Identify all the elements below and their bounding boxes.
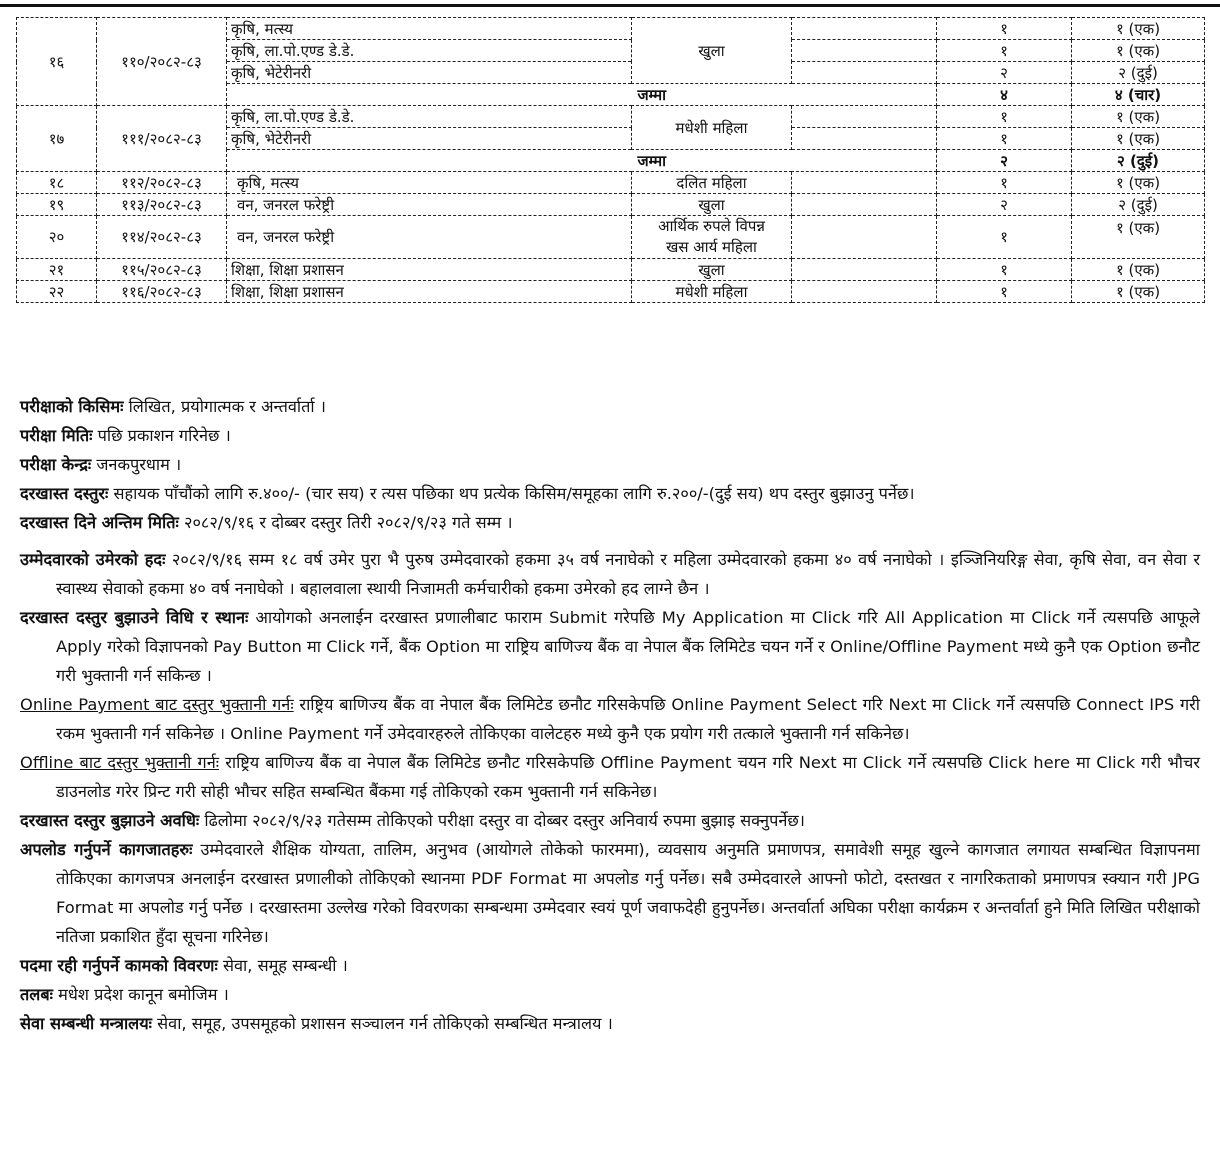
empty-cell [792, 281, 937, 303]
top-rule [0, 4, 1220, 7]
post-count: १ [937, 40, 1072, 62]
subject: शिक्षा, शिक्षा प्रशासन [227, 281, 632, 303]
application-fee [20, 479, 1200, 508]
subject: कृषि, ला.पो.एण्ड डे.डे. [227, 106, 632, 128]
post-count-words: १ (एक) [1072, 259, 1205, 281]
total-count: ४ [937, 84, 1072, 106]
post-count-words: १ (एक) [1072, 106, 1205, 128]
post-count-words: १ (एक) [1072, 40, 1205, 62]
ministry-text: सेवा, समूह, उपसमूहको प्रशासन सञ्चालन गर्न तोकिएको सम्बन्धित मन्त्रालय । [157, 1014, 613, 1033]
serial-number: २० [17, 216, 97, 259]
application-deadline [20, 508, 1200, 537]
application-deadline-text: २०८२/९/१६ र दोब्बर दस्तुर तिरी २०८२/९/२३ गते सम्म । [183, 513, 513, 532]
salary [20, 980, 1200, 1009]
job-description-text: सेवा, समूह सम्बन्धी । [222, 956, 348, 975]
empty-cell [792, 194, 937, 216]
table-row [17, 281, 1205, 303]
ad-number: ११०/२०८२-८३ [97, 18, 227, 106]
subject: वन, जनरल फरेष्ट्री [227, 216, 632, 259]
serial-number: १६ [17, 18, 97, 106]
ad-number: ११२/२०८२-८३ [97, 172, 227, 194]
category: दलित महिला [632, 172, 792, 194]
online-payment [20, 690, 1200, 748]
post-count: १ [937, 18, 1072, 40]
serial-number: १८ [17, 172, 97, 194]
subject: शिक्षा, शिक्षा प्रशासन [227, 259, 632, 281]
fee-payment-method [20, 603, 1200, 690]
post-count-words: १ (एक) [1072, 172, 1205, 194]
subject: कृषि, मत्स्य [227, 172, 632, 194]
exam-center-text: जनकपुरधाम । [96, 455, 182, 474]
fee-payment-method-text: आयोगको अनलाईन दरखास्त प्रणालीबाट फाराम Submit गरेपछि My Application मा Click गरि All Application मा Click गर्ने त्यसपछि आफूले Apply गरेको विज्ञापनको Pay Button मा Click गर्ने, बैंक Option मा राष्ट्रिय बाणिज्य बैंक वा नेपाल बैंक लिमिटेड चयन गर्ने र Online/Offline Payment मध्ये कुनै एक Option छनौट गरी भुक्तानी गर्न सकिन्छ । [56, 608, 1200, 685]
category-line: खस आर्य महिला [666, 238, 757, 256]
subject: कृषि, ला.पो.एण्ड डे.डे. [227, 40, 632, 62]
salary-label: तलबः [20, 985, 53, 1004]
table-row [17, 259, 1205, 281]
subject: वन, जनरल फरेष्ट्री [227, 194, 632, 216]
subject: कृषि, भेटेरीनरी [227, 128, 632, 150]
offline-payment [20, 748, 1200, 806]
category [632, 216, 792, 259]
category: खुला [632, 18, 792, 84]
exam-type-label: परीक्षाको किसिमः [20, 397, 124, 416]
serial-number: २१ [17, 259, 97, 281]
empty-cell [792, 18, 937, 40]
total-count: २ [937, 150, 1072, 172]
job-description-label: पदमा रही गर्नुपर्ने कामको विवरणः [20, 956, 218, 975]
offline-payment-text: राष्ट्रिय बाणिज्य बैंक वा नेपाल बैंक लिमिटेड छनौट गरिसकेपछि Offline Payment चयन गरि Next मा Click गर्ने त्यसपछि Click here मा Click गरी भौचर डाउनलोड गरेर प्रिन्ट गरी सोही भौचर सहित सम्बन्धित बैंकमा गई तोकिएको रकम भुक्तानी गर्न सकिनेछ। [56, 753, 1201, 801]
exam-date-label: परीक्षा मितिः [20, 426, 93, 445]
ad-number: ११३/२०८२-८३ [97, 194, 227, 216]
ministry [20, 1009, 1200, 1038]
age-limit [20, 545, 1200, 603]
notice-body [20, 392, 1200, 1038]
serial-number: १९ [17, 194, 97, 216]
post-count: १ [937, 128, 1072, 150]
empty-cell [792, 172, 937, 194]
post-count: १ [937, 106, 1072, 128]
fee-period-label: दरखास्त दस्तुर बुझाउने अवधिः [20, 811, 200, 830]
upload-documents [20, 835, 1200, 951]
application-fee-label: दरखास्त दस्तुरः [20, 484, 109, 503]
age-limit-text: २०८२/९/१६ सम्म १८ वर्ष उमेर पुरा भै पुरुष उम्मेदवारको हकमा ३५ वर्ष ननाघेको र महिला उम्मेदवारको हकमा ४० वर्ष ननाघेको । इञ्जिनियरिङ्ग सेवा, कृषि सेवा, वन सेवा र स्वास्थ्य सेवाको हकमा ४० वर्ष ननाघेको । बहालवाला स्थायी निजामती कर्मचारीको हकमा उमेरको हद लाग्ने छैन । [56, 550, 1201, 598]
online-payment-label: Online Payment बाट दस्तुर भुक्तानी गर्नः [20, 695, 294, 714]
post-count: १ [937, 172, 1072, 194]
fee-period [20, 806, 1200, 835]
serial-number: १७ [17, 106, 97, 172]
category: मधेशी महिला [632, 281, 792, 303]
empty-cell [792, 62, 937, 84]
empty-cell [792, 216, 937, 259]
post-count-words: २ (दुई) [1072, 194, 1205, 216]
total-label: जम्मा [227, 84, 937, 106]
ad-number: ११६/२०८२-८३ [97, 281, 227, 303]
table-row [17, 216, 1205, 259]
exam-center-label: परीक्षा केन्द्रः [20, 455, 92, 474]
table-row [17, 106, 1205, 128]
total-count-words: २ (दुई) [1072, 150, 1205, 172]
post-count-words: २ (दुई) [1072, 62, 1205, 84]
ministry-label: सेवा सम्बन्धी मन्त्रालयः [20, 1014, 152, 1033]
offline-payment-label: Offline बाट दस्तुर भुक्तानी गर्नः [20, 753, 220, 772]
application-deadline-label: दरखास्त दिने अन्तिम मितिः [20, 513, 179, 532]
salary-text: मधेश प्रदेश कानून बमोजिम । [58, 985, 229, 1004]
exam-date [20, 421, 1200, 450]
post-count: १ [937, 281, 1072, 303]
ad-number: १११/२०८२-८३ [97, 106, 227, 172]
subject: कृषि, मत्स्य [227, 18, 632, 40]
category: मधेशी महिला [632, 106, 792, 150]
ad-number: ११४/२०८२-८३ [97, 216, 227, 259]
category: खुला [632, 259, 792, 281]
post-count-words: १ (एक) [1072, 18, 1205, 40]
exam-type-text: लिखित, प्रयोगात्मक र अन्तर्वार्ता । [128, 397, 326, 416]
exam-type [20, 392, 1200, 421]
post-count: २ [937, 62, 1072, 84]
table-row [17, 18, 1205, 40]
application-fee-text: सहायक पाँचौंको लागि रु.४००/- (चार सय) र त्यस पछिका थप प्रत्येक किसिम/समूहका लागि रु.२००/-(दुई सय) थप दस्तुर बुझाउनु पर्नेछ। [113, 484, 915, 503]
category: खुला [632, 194, 792, 216]
fee-period-text: ढिलोमा २०८२/९/२३ गतेसम्म तोकिएको परीक्षा दस्तुर वा दोब्बर दस्तुर अनिवार्य रुपमा बुझाइ सक्नुपर्नेछ। [204, 811, 805, 830]
post-count-words: १ (एक) [1072, 216, 1205, 259]
table-row [17, 194, 1205, 216]
online-payment-text: राष्ट्रिय बाणिज्य बैंक वा नेपाल बैंक लिमिटेड छनौट गरिसकेपछि Online Payment Select गरि Next मा Click गर्ने त्यसपछि Connect IPS गरी रकम भुक्तानी गर्न सकिनेछ । Online Payment गर्ने उमेदवारहरुले तोकिएका वालेटहरु मध्ये कुनै एक प्रयोग गरी तत्काले भुक्तानी गर्न सकिनेछ। [56, 695, 1200, 743]
category-line: आर्थिक रुपले विपन्न [658, 217, 765, 235]
post-count: १ [937, 259, 1072, 281]
empty-cell [792, 40, 937, 62]
total-label: जम्मा [227, 150, 937, 172]
empty-cell [792, 259, 937, 281]
exam-date-text: पछि प्रकाशन गरिनेछ । [97, 426, 231, 445]
empty-cell [792, 106, 937, 128]
upload-documents-label: अपलोड गर्नुपर्ने कागजातहरुः [20, 840, 193, 859]
job-description [20, 951, 1200, 980]
empty-cell [792, 128, 937, 150]
subject: कृषि, भेटेरीनरी [227, 62, 632, 84]
post-count-words: १ (एक) [1072, 128, 1205, 150]
table-row [17, 172, 1205, 194]
total-count-words: ४ (चार) [1072, 84, 1205, 106]
vacancy-table [16, 17, 1205, 303]
upload-documents-text: उम्मेदवारले शैक्षिक योग्यता, तालिम, अनुभव (आयोगले तोकेको फारममा), व्यवसाय अनुमति प्रमाणपत्र, समावेशी समूह खुल्ने कागजात लगायत सम्बन्धित विज्ञापनमा तोकिएका कागजपत्र अनलाईन दरखास्त प्रणालीको तोकिएको स्थानमा PDF Format मा अपलोड गर्नु पर्नेछ। सबै उम्मेदवारले आफ्नो फोटो, दस्तखत र नागरिकताको प्रमाणपत्र स्क्यान गरी JPG Format मा अपलोड गर्नु पर्नेछ । दरखास्तमा उल्लेख गरेको विवरणका सम्बन्धमा उम्मेदवार स्वयं पूर्ण जवाफदेही हुनुपर्नेछ। अन्तर्वार्ता अघिका परीक्षा कार्यक्रम र अन्तर्वार्ता हुने मिति लिखित परीक्षाको नतिजा प्रकाशित हुँदा सूचना गरिनेछ। [56, 840, 1200, 946]
post-count: १ [937, 216, 1072, 259]
serial-number: २२ [17, 281, 97, 303]
fee-payment-method-label: दरखास्त दस्तुर बुझाउने विधि र स्थानः [20, 608, 249, 627]
age-limit-label: उम्मेदवारको उमेरको हदः [20, 550, 166, 569]
ad-number: ११५/२०८२-८३ [97, 259, 227, 281]
post-count-words: १ (एक) [1072, 281, 1205, 303]
post-count: २ [937, 194, 1072, 216]
exam-center [20, 450, 1200, 479]
